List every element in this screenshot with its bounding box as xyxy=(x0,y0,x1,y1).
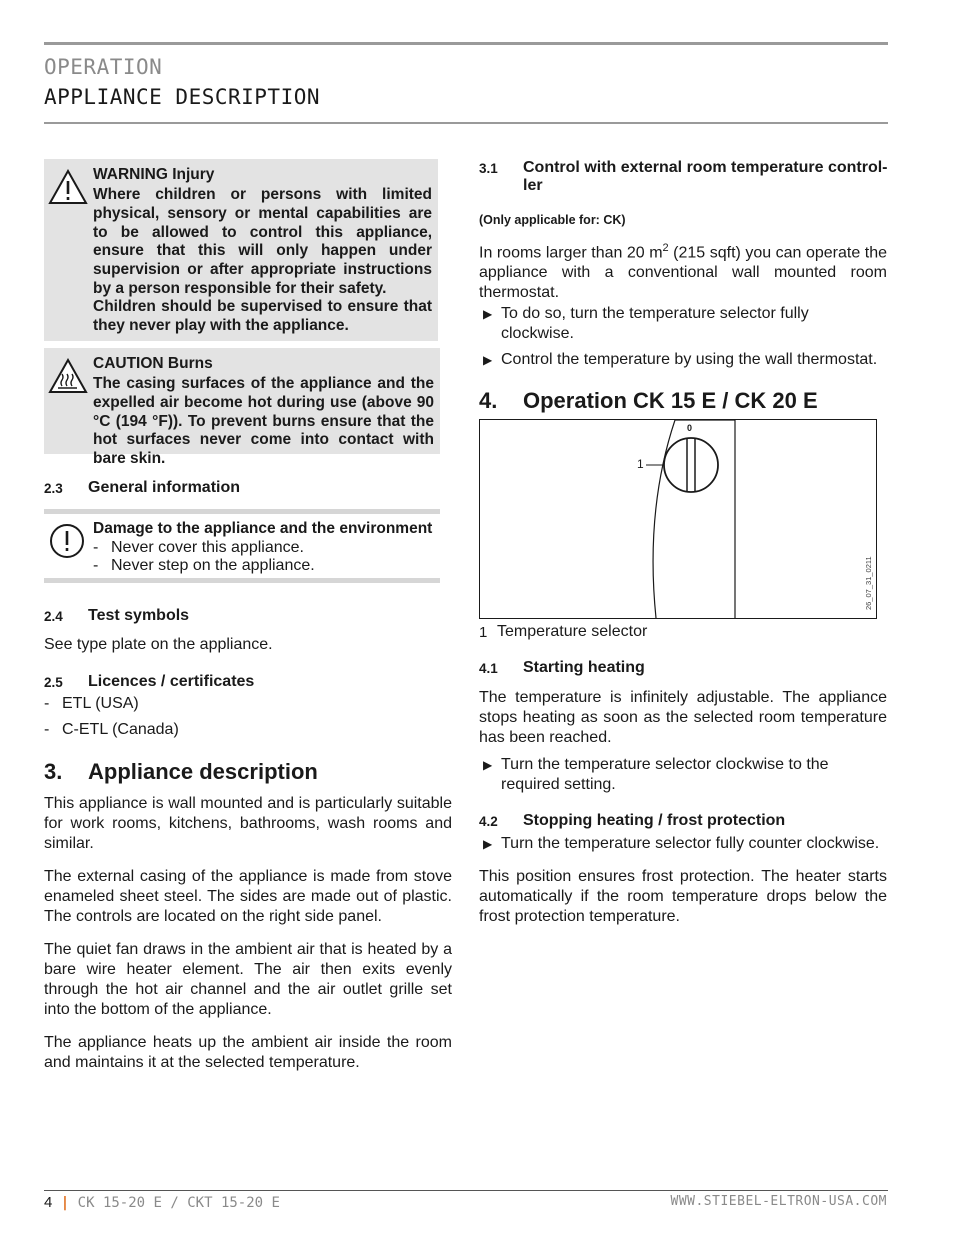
figure-code: 26_07_31_0211 xyxy=(864,556,873,610)
figure-callout-1: 1 xyxy=(637,457,644,471)
licence-item-text: ETL (USA) xyxy=(62,695,139,712)
dash-marker: - xyxy=(93,557,99,574)
figure-legend-number: 1 xyxy=(479,624,488,641)
section-2-5-title: Licences / certificates xyxy=(88,673,255,690)
header-section: OPERATION xyxy=(44,55,163,79)
section-4-title: Operation CK 15 E / CK 20 E xyxy=(523,388,818,413)
section-4-2-title: Stopping heating / frost protection xyxy=(523,812,786,829)
section-3-1-title-cont: ler xyxy=(523,177,543,194)
section-3-1-paragraph xyxy=(479,238,887,303)
section-2-4-title: Test symbols xyxy=(88,607,190,624)
section-3-1-paragraph-start: In rooms larger than 20 m xyxy=(479,244,663,262)
section-3-1-title: Control with external room temperature control- xyxy=(523,159,888,176)
section-2-5-number: 2.5 xyxy=(44,675,63,690)
header-bottom-rule xyxy=(44,122,888,124)
section-3-paragraph: This appliance is wall mounted and is particularly suitable for work rooms, kitchens, bathrooms, wash rooms and similar. xyxy=(44,795,452,852)
warning-text: Where children or persons with limited physical, sensory or mental capabilities are to be allowed to control this appliance, ensure that this will only happen under supervision or after appropriate instructions by a person responsible for their safety. xyxy=(93,186,432,297)
footer-left xyxy=(44,1194,280,1211)
damage-box-bottom-rule xyxy=(44,578,440,583)
section-2-4-text: See type plate on the appliance. xyxy=(44,636,273,653)
dash-marker: - xyxy=(44,695,50,712)
page-number: 4 xyxy=(44,1194,53,1211)
warning-title: WARNING Injury xyxy=(93,166,215,183)
footer-url: WWW.STIEBEL-ELTRON-USA.COM xyxy=(670,1194,887,1209)
arrow-marker-icon: ▶ xyxy=(483,837,493,851)
damage-item-text: Never step on the appliance. xyxy=(111,557,315,574)
section-3-paragraph: The appliance heats up the ambient air inside the room and maintains it at the selected temperature. xyxy=(44,1034,452,1071)
section-3-1-paragraph-end: (215 sqft) you can operate the appliance with a conventional wall mounted room thermostat. xyxy=(479,244,887,302)
section-4-1-number: 4.1 xyxy=(479,661,498,676)
warning-triangle-icon xyxy=(48,169,88,205)
damage-box xyxy=(44,514,440,578)
figure-legend-text: Temperature selector xyxy=(497,623,648,640)
warning-text-children: Children should be supervised to ensure that they never play with the appliance. xyxy=(93,298,432,334)
section-2-3-title: General information xyxy=(88,479,241,496)
header-top-rule xyxy=(44,42,888,45)
footer-separator: | xyxy=(60,1195,70,1211)
footer-model: CK 15-20 E / CKT 15-20 E xyxy=(77,1195,280,1211)
section-3-number: 3. xyxy=(44,759,63,784)
damage-item-text: Never cover this appliance. xyxy=(111,539,304,556)
section-4-1-paragraph: The temperature is infinitely adjustable. The appliance stops heating as soon as the selected room temperature has been reached. xyxy=(479,689,887,746)
exclamation-circle-icon xyxy=(49,523,85,559)
step-item xyxy=(483,834,893,854)
step-text: Turn the temperature selector clockwise to the required setting. xyxy=(501,756,829,793)
section-4-2-number: 4.2 xyxy=(479,814,498,829)
step-item xyxy=(483,304,823,344)
caution-box xyxy=(44,348,440,468)
arrow-marker-icon: ▶ xyxy=(483,353,493,367)
step-text: To do so, turn the temperature selector fully clockwise. xyxy=(501,305,809,342)
control-panel-figure xyxy=(479,419,877,619)
warning-box xyxy=(44,159,438,341)
section-3-paragraph: The external casing of the appliance is made from stove enameled sheet steel. The sides are made out of plastic. The controls are located on the right side panel. xyxy=(44,868,452,925)
arrow-marker-icon: ▶ xyxy=(483,758,493,772)
arrow-marker-icon: ▶ xyxy=(483,307,493,321)
footer-rule xyxy=(44,1190,888,1191)
step-item xyxy=(483,755,863,795)
step-item xyxy=(483,350,893,370)
applicability-note: (Only applicable for: CK) xyxy=(479,213,626,227)
step-text: Turn the temperature selector fully counter clockwise. xyxy=(501,835,880,852)
section-3-1-number: 3.1 xyxy=(479,161,498,176)
section-3-title: Appliance description xyxy=(88,759,318,784)
damage-title: Damage to the appliance and the environment xyxy=(93,520,433,537)
section-2-4-number: 2.4 xyxy=(44,609,63,624)
dash-marker: - xyxy=(93,539,99,556)
section-3-paragraph: The quiet fan draws in the ambient air that is heated by a bare wire heater element. The air then exits evenly through the hot air channel and the air outlet grille set into the bottom of the appliance. xyxy=(44,941,452,1018)
dash-marker: - xyxy=(44,721,50,738)
hot-surface-icon xyxy=(48,358,88,394)
square-superscript: 2 xyxy=(662,242,669,254)
caution-text: The casing surfaces of the appliance and the expelled air become hot during use (above 90 °C (194 °F)). To prevent burns ensure that the hot surfaces never come into contact with bare skin. xyxy=(93,375,434,468)
section-2-3-number: 2.3 xyxy=(44,481,63,496)
section-4-2-paragraph: This position ensures frost protection. The heater starts automatically if the room temperature drops below the frost protection temperature. xyxy=(479,868,887,925)
section-4-1-title: Starting heating xyxy=(523,659,645,676)
dial-zero-mark: 0 xyxy=(687,423,693,433)
temperature-selector-dial-icon xyxy=(664,438,718,492)
control-panel-drawing xyxy=(480,420,876,618)
page-title: APPLIANCE DESCRIPTION xyxy=(44,85,321,109)
step-text: Control the temperature by using the wall thermostat. xyxy=(501,351,878,368)
licence-item-text: C-ETL (Canada) xyxy=(62,721,179,738)
section-4-number: 4. xyxy=(479,388,498,413)
caution-title: CAUTION Burns xyxy=(93,355,213,372)
